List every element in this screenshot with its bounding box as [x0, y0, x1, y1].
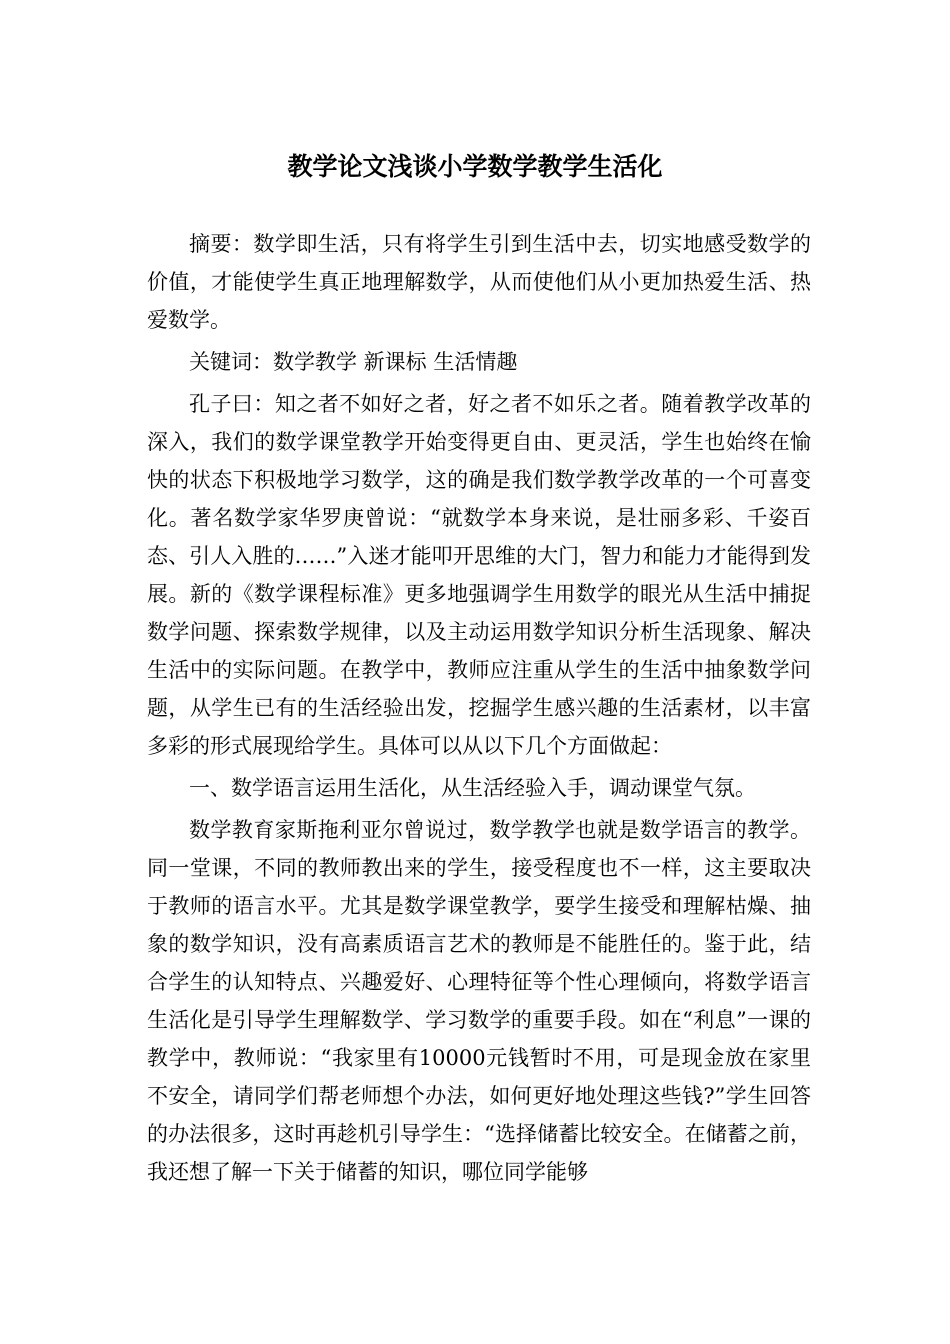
- keywords-paragraph: 关键词：数学教学 新课标 生活情趣: [189, 350, 518, 374]
- section-heading: 一、数学语言运用生活化，从生活经验入手，调动课堂气氛。: [189, 776, 756, 800]
- document-title: 教学论文浅谈小学数学教学生活化: [287, 152, 663, 181]
- intro-paragraph: 孔子曰：知之者不如好之者，好之者不如乐之者。随着教学改革的深入，我们的数学课堂教学开始变得更自由、更灵活，学生也始终在愉快的状态下积极地学习数学，这的确是我们数学教学改革的一个可喜变化。著名数学家华罗庚曾说：“就数学本身来说，是壮丽多彩、千姿百态、引人入胜的……”入迷才能叩开思维的大门，智力和能力才能得到发展。新的《数学课程标准》更多地强调学生用数学的眼光从生活中捕捉数学问题、探索数学规律，以及主动运用数学知识分析生活现象、解决生活中的实际问题。在教学中，教师应注重从学生的生活中抽象数学问题，从学生已有的生活经验出发，挖掘学生感兴趣的生活素材，以丰富多彩的形式展现给学生。具体可以从以下几个方面做起：: [147, 392, 811, 758]
- document-body: [147, 225, 811, 1193]
- abstract-paragraph: 摘要：数学即生活，只有将学生引到生活中去，切实地感受数学的价值，才能使学生真正地理解数学，从而使他们从小更加热爱生活、热爱数学。: [147, 232, 811, 332]
- body-paragraph: 数学教育家斯拖利亚尔曾说过，数学教学也就是数学语言的教学。同一堂课，不同的教师教出来的学生，接受程度也不一样，这主要取决于教师的语言水平。尤其是数学课堂教学，要学生接受和理解枯燥、抽象的数学知识，没有高素质语言艺术的教师是不能胜任的。鉴于此，结合学生的认知特点、兴趣爱好、心理特征等个性心理倾向，将数学语言生活化是引导学生理解数学、学习数学的重要手段。如在“利息”一课的教学中，教师说：“我家里有10000元钱暂时不用，可是现金放在家里不安全，请同学们帮老师想个办法，如何更好地处理这些钱?”学生回答的办法很多，这时再趁机引导学生：“选择储蓄比较安全。在储蓄之前，我还想了解一下关于储蓄的知识，哪位同学能够: [147, 818, 811, 1184]
